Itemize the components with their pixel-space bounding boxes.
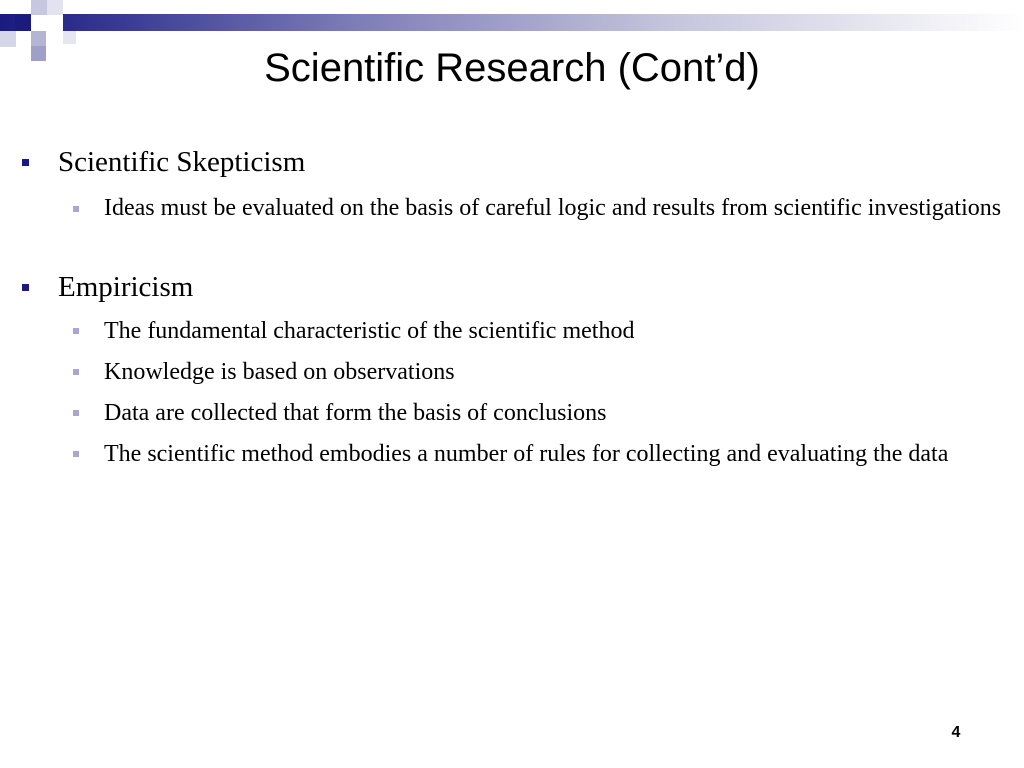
sub-bullet-item: Ideas must be evaluated on the basis of careful logic and results from scientific investigations: [104, 195, 1002, 221]
sub-bullet-item: The scientific method embodies a number of rules for collecting and evaluating the data: [104, 441, 949, 467]
sub-bullet-marker: [73, 206, 79, 212]
bullet-marker: [22, 159, 29, 166]
sub-bullet-marker: [73, 369, 79, 375]
sub-bullet-item: Knowledge is based on observations: [104, 359, 455, 385]
page-number: 4: [951, 724, 961, 741]
bullet-marker: [22, 284, 29, 291]
sub-bullet-item: Data are collected that form the basis of conclusions: [104, 400, 607, 426]
sub-bullet-marker: [73, 328, 79, 334]
sub-bullet-item: The fundamental characteristic of the scientific method: [104, 318, 635, 344]
sub-bullet-marker: [73, 410, 79, 416]
bullet-item: Scientific Skepticism: [58, 146, 306, 178]
sub-bullet-marker: [73, 451, 79, 457]
bullet-item: Empiricism: [58, 271, 194, 303]
slide-title: Scientific Research (Cont’d): [264, 46, 760, 90]
